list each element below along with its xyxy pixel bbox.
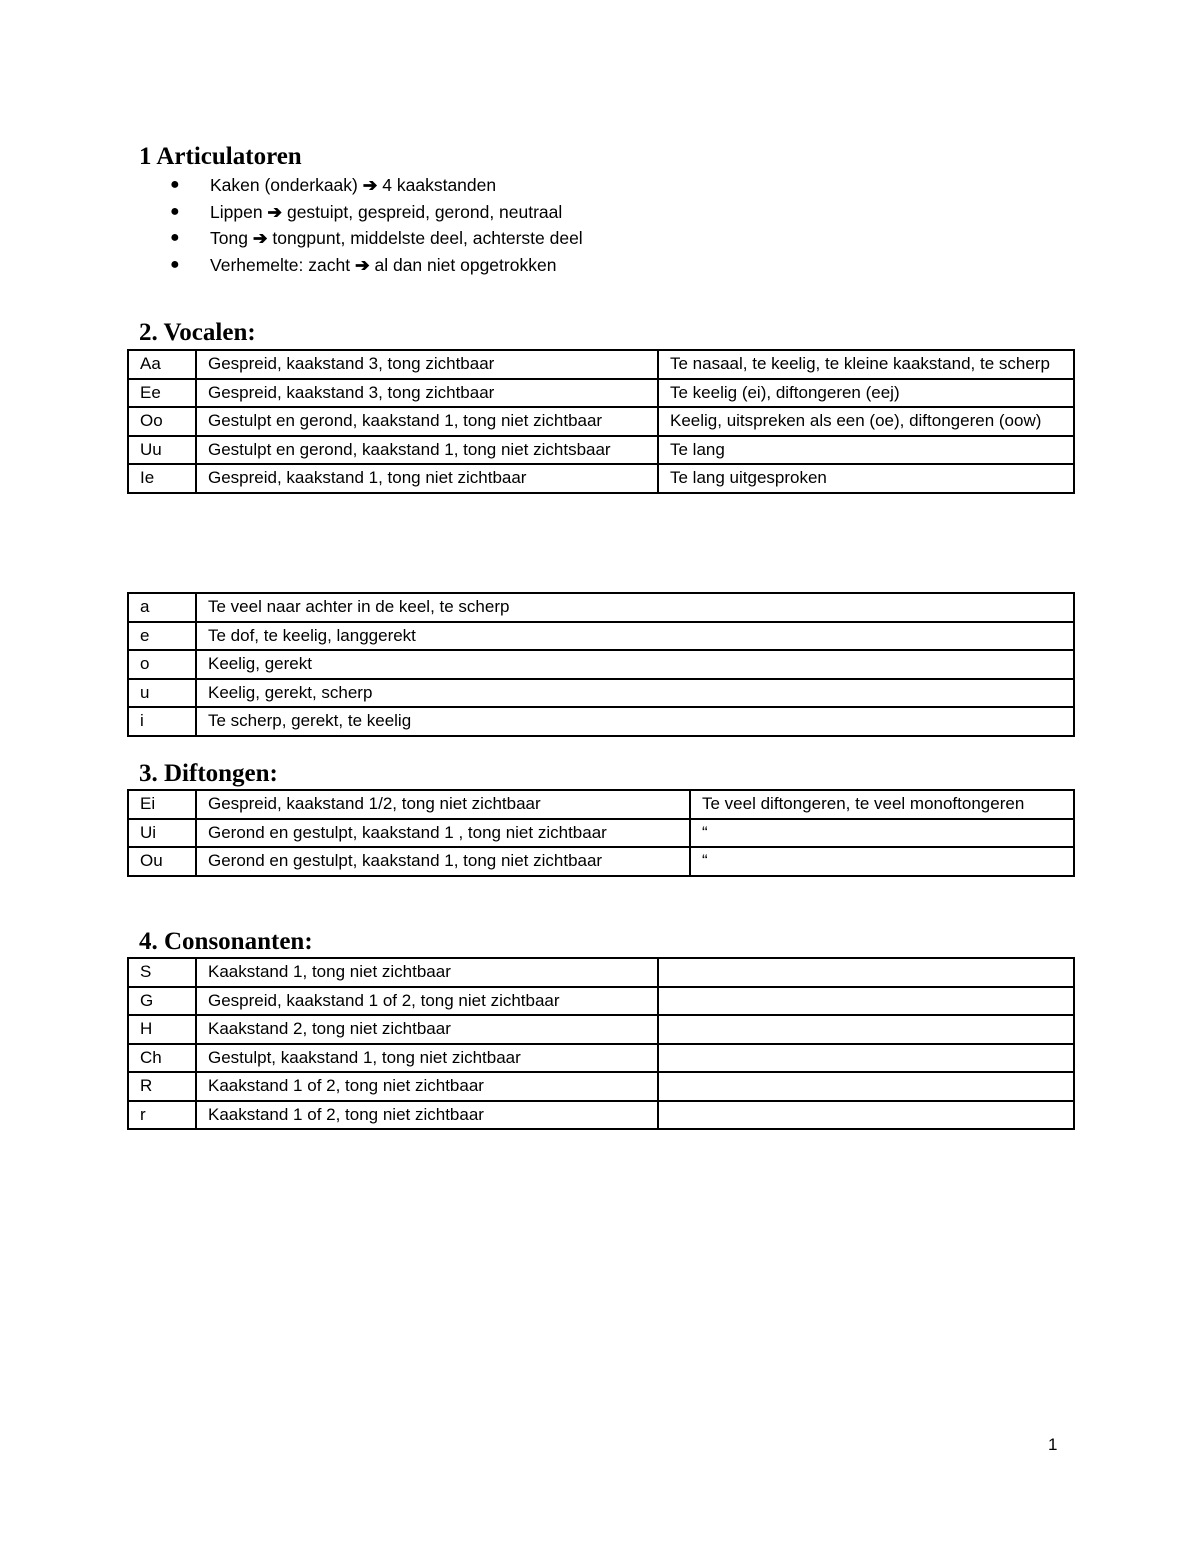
arrow-right-icon: ➔ <box>362 175 378 195</box>
bullet-icon: ● <box>170 176 180 193</box>
table-row: Ou Gerond en gestulpt, kaakstand 1, tong niet zichtbaar “ <box>128 847 1074 876</box>
arrow-right-icon: ➔ <box>267 201 283 222</box>
table-row: Ie Gespreid, kaakstand 1, tong niet zichtbaar Te lang uitgesproken <box>128 464 1074 493</box>
section-3-heading: 3. Diftongen: <box>139 760 278 787</box>
list-item: ● Verhemelte: zacht ➔ al dan niet opgetrokken <box>170 252 583 279</box>
table-row: Uu Gestulpt en gerond, kaakstand 1, tong niet zichtsbaar Te lang <box>128 436 1074 465</box>
arrow-right-icon: ➔ <box>252 228 268 248</box>
diftongen-table <box>127 789 1075 877</box>
table-row: Ui Gerond en gestulpt, kaakstand 1 , tong niet zichtbaar “ <box>128 819 1074 848</box>
arrow-right-icon: ➔ <box>354 254 370 275</box>
bullet-icon: ● <box>170 255 180 273</box>
table-row: Ch Gestulpt, kaakstand 1, tong niet zichtbaar <box>128 1044 1074 1073</box>
vocalen-table <box>127 349 1075 494</box>
section-1-heading: 1 Articulatoren <box>139 143 302 170</box>
table-row: e Te dof, te keelig, langgerekt <box>128 622 1074 651</box>
table-row: o Keelig, gerekt <box>128 650 1074 679</box>
articulators-list <box>170 172 583 278</box>
section-4-heading: 4. Consonanten: <box>139 928 313 955</box>
table-row: u Keelig, gerekt, scherp <box>128 679 1074 708</box>
table-row: a Te veel naar achter in de keel, te scherp <box>128 593 1074 622</box>
section-2-heading: 2. Vocalen: <box>139 319 256 346</box>
list-item: ● Kaken (onderkaak) ➔ 4 kaakstanden <box>170 172 583 199</box>
short-vowels-table <box>127 592 1075 737</box>
table-row: R Kaakstand 1 of 2, tong niet zichtbaar <box>128 1072 1074 1101</box>
list-item: ● Tong ➔ tongpunt, middelste deel, achterste deel <box>170 225 583 252</box>
table-row: H Kaakstand 2, tong niet zichtbaar <box>128 1015 1074 1044</box>
page-number: 1 <box>1048 1435 1058 1454</box>
bullet-icon: ● <box>170 202 180 220</box>
table-row: r Kaakstand 1 of 2, tong niet zichtbaar <box>128 1101 1074 1130</box>
consonanten-table <box>127 957 1075 1130</box>
table-row: G Gespreid, kaakstand 1 of 2, tong niet zichtbaar <box>128 987 1074 1016</box>
table-row: Ei Gespreid, kaakstand 1/2, tong niet zichtbaar Te veel diftongeren, te veel monoftongeren <box>128 790 1074 819</box>
table-row: S Kaakstand 1, tong niet zichtbaar <box>128 958 1074 987</box>
table-row: Oo Gestulpt en gerond, kaakstand 1, tong niet zichtbaar Keelig, uitspreken als een (oe), diftongeren (oow) <box>128 407 1074 436</box>
table-row: Ee Gespreid, kaakstand 3, tong zichtbaar Te keelig (ei), diftongeren (eej) <box>128 379 1074 408</box>
bullet-icon: ● <box>170 229 180 246</box>
table-row: Aa Gespreid, kaakstand 3, tong zichtbaar Te nasaal, te keelig, te kleine kaakstand, te scherp <box>128 350 1074 379</box>
table-row: i Te scherp, gerekt, te keelig <box>128 707 1074 736</box>
list-item: ● Lippen ➔ gestuipt, gespreid, gerond, neutraal <box>170 199 583 226</box>
